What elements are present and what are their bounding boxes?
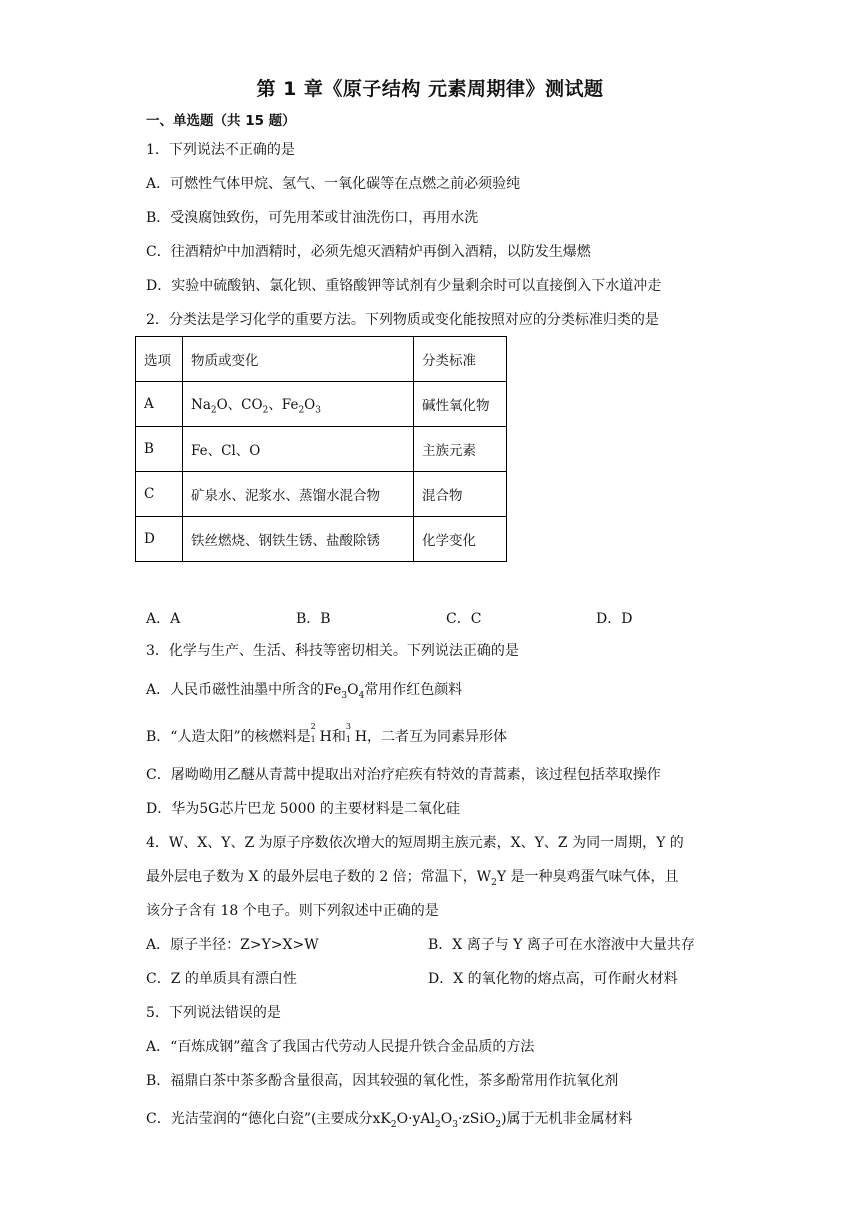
- q3-option-c: C．屠呦呦用乙醚从青蒿中提取出对治疗疟疾有特效的青蒿素，该过程包括萃取操作: [146, 767, 661, 783]
- nuclide-h3: 3 1: [345, 722, 351, 744]
- table-cell-standard: 碱性氧化物: [414, 382, 507, 427]
- q1-stem: 1．下列说法不正确的是: [146, 142, 295, 158]
- classification-table: [135, 336, 507, 562]
- table-cell-option: C: [136, 472, 183, 517]
- q2-choice-a: A．A: [146, 611, 181, 627]
- q3-option-b: B．“人造太阳”的核燃料是 2 1 H和 3 1 H，二者互为同素异形体: [146, 722, 508, 745]
- table-header-cell: 物质或变化: [183, 337, 414, 382]
- q2-choice-c: C．C: [446, 611, 482, 627]
- table-cell-option: B: [136, 427, 183, 472]
- q2-choice-d: D．D: [596, 611, 633, 627]
- q1-option-c: C．往酒精炉中加酒精时，必须先熄灭酒精炉再倒入酒精，以防发生爆燃: [146, 244, 591, 260]
- q5-option-c: C．光洁莹润的“德化白瓷”(主要成分$xK_2O\cdot yAl_2O_3\cdot zSiO_2$)属于无机非金属材料: [146, 1111, 633, 1130]
- q4-option-b: B．X 离子与 Y 离子可在水溶液中大量共存: [428, 937, 695, 953]
- q5-option-b: B．福鼎白茶中茶多酚含量很高，因其较强的氧化性，茶多酚常用作抗氧化剂: [146, 1073, 619, 1089]
- q4-stem-line1: 4．W、X、Y、Z 为原子序数依次增大的短周期主族元素，X、Y、Z 为同一周期，Y 的: [146, 835, 684, 851]
- q2-stem: 2．分类法是学习化学的重要方法。下列物质或变化能按照对应的分类标准归类的是: [146, 312, 659, 328]
- table-header-row: [136, 337, 507, 382]
- q1-option-d: D．实验中硫酸钠、氯化钡、重铬酸钾等试剂有少量剩余时可以直接倒入下水道冲走: [146, 278, 662, 294]
- table-cell-item: $Na_2O$、$CO_2$、$Fe_2O_3$: [183, 382, 414, 427]
- formula-porcelain: $xK_2O\cdot yAl_2O_3\cdot zSiO_2$: [372, 1111, 502, 1130]
- nuclide-h2: 2 1: [310, 722, 316, 744]
- q1-option-a: A．可燃性气体甲烷、氢气、一氧化碳等在点燃之前必须验纯: [146, 176, 521, 192]
- table-row: [136, 382, 507, 427]
- q3-stem: 3．化学与生产、生活、科技等密切相关。下列说法正确的是: [146, 643, 519, 659]
- table-row: [136, 472, 507, 517]
- table-header-cell: 分类标准: [414, 337, 507, 382]
- table-header-cell: 选项: [136, 337, 183, 382]
- q4-option-c: C．Z 的单质具有漂白性: [146, 971, 297, 987]
- table-row: [136, 427, 507, 472]
- q2-choice-b: B．B: [296, 611, 331, 627]
- table-cell-item: 矿泉水、泥浆水、蒸馏水混合物: [183, 472, 414, 517]
- table-cell-option: D: [136, 517, 183, 562]
- table-cell-option: A: [136, 382, 183, 427]
- q4-stem-line3: 该分子含有 18 个电子。则下列叙述中正确的是: [146, 903, 439, 919]
- table-cell-standard: 主族元素: [414, 427, 507, 472]
- table-row: [136, 517, 507, 562]
- q4-stem-line2: 最外层电子数为 X 的最外层电子数的 2 倍；常温下，$W_2Y$ 是一种臭鸡蛋气味气体，且: [146, 869, 679, 888]
- q3-option-d: D．华为5G芯片巴龙 5000 的主要材料是二氧化硅: [146, 801, 460, 817]
- q4-option-a: A．原子半径：Z>Y>X>W: [146, 937, 319, 953]
- table-cell-standard: 混合物: [414, 472, 507, 517]
- q5-option-a: A．“百炼成钢”蕴含了我国古代劳动人民提升铁合金品质的方法: [146, 1039, 535, 1055]
- formula-fe3o4: $Fe_3O_4$: [324, 682, 365, 701]
- section-heading: 一、单选题（共 15 题）: [146, 113, 296, 129]
- table-cell-item: 铁丝燃烧、钢铁生锈、盐酸除锈: [183, 517, 414, 562]
- q5-stem: 5．下列说法错误的是: [146, 1005, 281, 1021]
- table-cell-item: Fe、Cl、O: [183, 427, 414, 472]
- q3-option-a: A．人民币磁性油墨中所含的$Fe_3O_4$常用作红色颜料: [146, 682, 463, 701]
- q4-option-d: D．X 的氧化物的熔点高，可作耐火材料: [428, 971, 678, 987]
- q1-option-b: B．受溴腐蚀致伤，可先用苯或甘油洗伤口，再用水洗: [146, 210, 479, 226]
- table-cell-standard: 化学变化: [414, 517, 507, 562]
- page-title: 第 1 章《原子结构 元素周期律》测试题: [256, 78, 604, 100]
